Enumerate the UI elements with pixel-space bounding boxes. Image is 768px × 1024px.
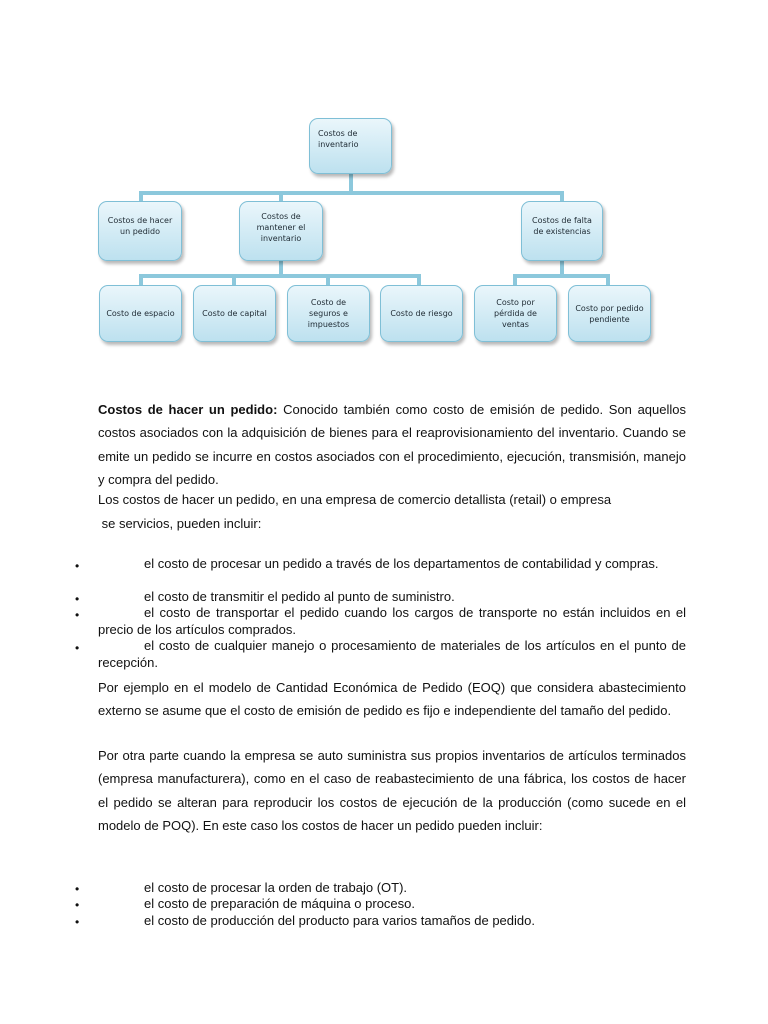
bullet-dot: • [75, 608, 80, 622]
bullet-dot: • [75, 641, 80, 655]
node-label: Costo de capital [202, 309, 267, 318]
node-costos-de-inventario [309, 118, 392, 174]
bullet-item: el costo de transportar el pedido cuando los cargos de transporte no están incluidos en el precio de los artículos comprados. [98, 605, 686, 637]
retail-line-2: se servicios, pueden incluir: [98, 516, 262, 531]
node-costo-perdida-ventas [474, 285, 557, 342]
connector [139, 191, 564, 195]
bullet-dot: • [75, 915, 80, 929]
node-label: Costos de falta de existencias [532, 216, 592, 236]
node-costos-falta-existencias [521, 201, 603, 261]
bullet-item: el costo de transmitir el pedido al punto de suministro. [144, 589, 455, 604]
eoq-paragraph: Por ejemplo en el modelo de Cantidad Económica de Pedido (EOQ) que considera abastecimiento externo se asume que el costo de emisión de pedido es fijo e independiente del tamaño del pedido. [98, 680, 686, 719]
node-label: Costo de riesgo [390, 309, 453, 318]
retail-line-1: Los costos de hacer un pedido, en una empresa de comercio detallista (retail) o empresa [98, 492, 612, 507]
node-label: Costo por pedido pendiente [575, 303, 644, 324]
bullet-item: el costo de preparación de máquina o proceso. [144, 896, 416, 911]
inventory-cost-diagram [0, 0, 768, 360]
intro-heading: Costos de hacer un pedido: [98, 402, 278, 417]
node-label: Costo por pérdida de ventas [494, 298, 537, 329]
bullet-dot: • [75, 898, 80, 912]
connector [513, 274, 610, 278]
bullet-item: el costo de procesar la orden de trabajo (OT). [144, 880, 408, 895]
node-costos-hacer-pedido [98, 201, 182, 261]
connector [139, 274, 419, 278]
bullet-item: el costo de procesar un pedido a través de los departamentos de contabilidad y compras. [144, 556, 659, 571]
node-label: Costos de mantener el inventario [256, 212, 306, 243]
bullet-dot: • [75, 592, 80, 606]
node-costo-riesgo [380, 285, 463, 342]
node-label: Costos de inventario [318, 129, 359, 149]
node-label: Costo de seguros e impuestos [307, 298, 350, 329]
intro-paragraph [98, 398, 686, 492]
node-costos-mantener-inventario [239, 201, 323, 261]
node-label: Costo de espacio [106, 309, 175, 318]
poq-paragraph: Por otra parte cuando la empresa se auto suministra sus propios inventarios de artículos terminados (empresa manufacturera), como en el caso de reabastecimiento de una fábrica, los costos de hacer el pedido se alteran para reproducir los costos de ejecución de la producción (como sucede en el modelo de POQ). En este caso los costos de hacer un pedido pueden incluir: [98, 748, 686, 834]
node-label: Costos de hacer un pedido [107, 216, 173, 236]
node-costo-espacio [99, 285, 182, 342]
bullet-item: el costo de producción del producto para varios tamaños de pedido. [144, 913, 535, 928]
bullet-dot: • [75, 559, 80, 573]
intro-body: Conocido también como costo de emisión de pedido. Son aquellos costos asociados con la adquisición de bienes para el reaprovisionamiento del inventario. Cuando se emite un pedido se incurre en costos asociados con el procedimiento, ejecución, transmisión, manejo y compra del pedido. [98, 402, 687, 488]
node-costo-seguros-impuestos [287, 285, 370, 342]
bullet-item: el costo de cualquier manejo o procesamiento de materiales de los artículos en el punto de recepción. [98, 638, 686, 670]
bullet-dot: • [75, 882, 80, 896]
connector [349, 172, 353, 193]
node-costo-pedido-pendiente [568, 285, 651, 342]
node-costo-capital [193, 285, 276, 342]
